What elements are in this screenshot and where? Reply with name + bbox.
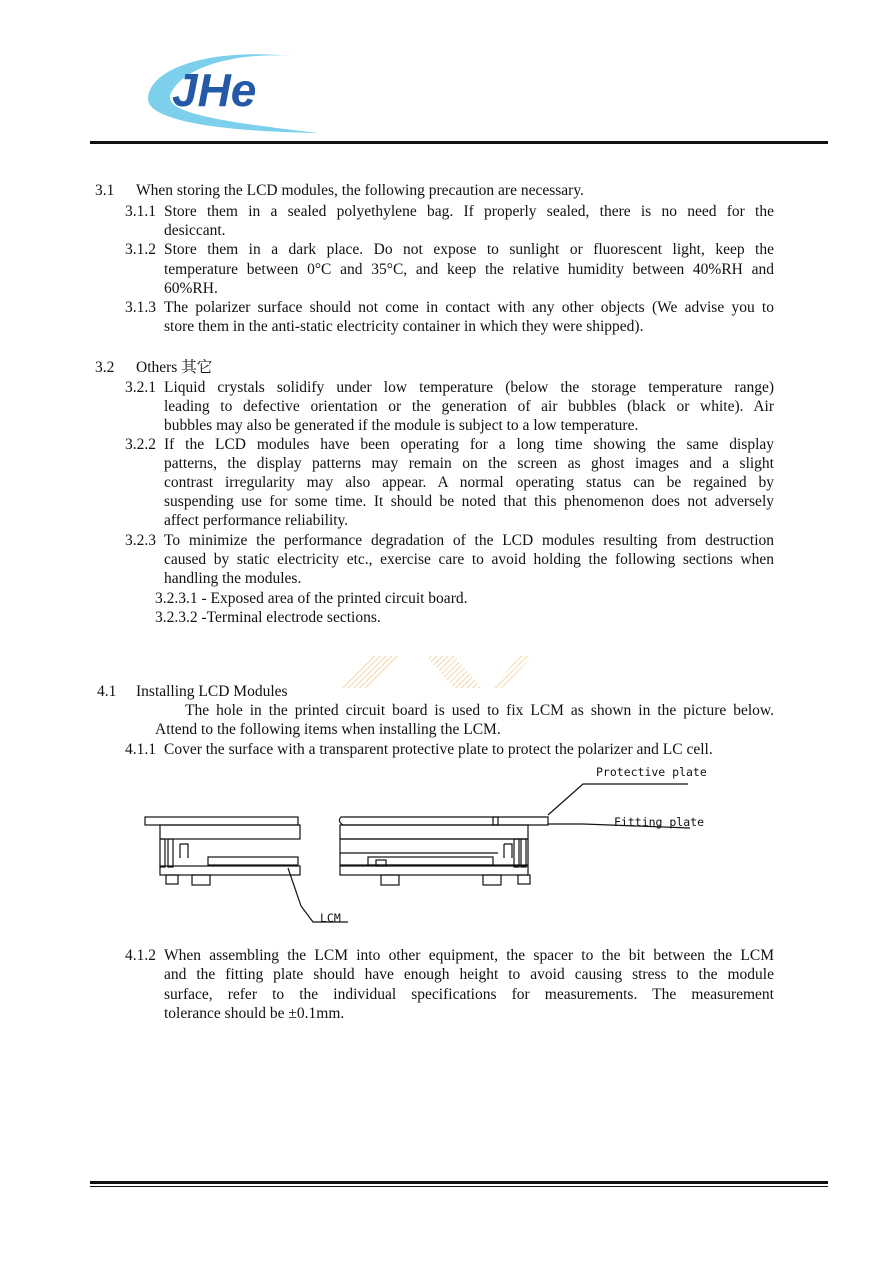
subitem-3-2-3-2: 3.2.3.2 -Terminal electrode sections.: [155, 609, 381, 626]
item-3-2-2-line: affect performance reliability.: [164, 512, 349, 529]
section-3-2-number: 3.2: [95, 359, 115, 376]
subitem-3-2-3-1: 3.2.3.1 - Exposed area of the printed circuit board.: [155, 590, 468, 607]
logo-text: JHe: [172, 64, 257, 116]
item-4-1-1-number: 4.1.1: [125, 741, 156, 758]
item-4-1-2-line: surface, refer to the individual specifications for measurements. The measurement: [164, 986, 774, 1003]
item-3-1-2-line: temperature between 0°C and 35°C, and keep the relative humidity between 40%RH and: [164, 261, 774, 278]
label-protective-plate: Protective plate: [596, 765, 707, 779]
item-3-1-3-line: The polarizer surface should not come in contact with any other objects (We advise you to: [164, 299, 774, 316]
item-3-1-3-number: 3.1.3: [125, 299, 156, 316]
header-rule: [90, 141, 828, 144]
footer-rule: [90, 1181, 828, 1184]
item-3-1-1-line: Store them in a sealed polyethylene bag. If properly sealed, there is no need for the: [164, 203, 774, 220]
label-fitting-plate: Fitting plate: [614, 815, 705, 829]
item-3-2-2-line: suspending use for some time. It should be noted that this phenomenon does not adversely: [164, 493, 774, 510]
label-lcm: LCM: [320, 911, 341, 925]
item-3-2-2-line: If the LCD modules have been operating for a long time showing the same display: [164, 436, 774, 453]
item-3-2-1-line: leading to defective orientation or the generation of air bubbles (black or white). Air: [164, 398, 774, 415]
item-3-2-1-line: bubbles may also be generated if the module is subject to a low temperature.: [164, 417, 639, 434]
item-3-2-2-line: contrast irregularity may also appear. A normal operating status can be regained by: [164, 474, 774, 491]
item-3-1-3-line: store them in the anti-static electricity container in which they were shipped).: [164, 318, 644, 335]
watermark-graphic: [342, 654, 532, 688]
item-3-2-1-number: 3.2.1: [125, 379, 156, 396]
lcm-installation-diagram: [138, 758, 698, 936]
section-4-1-number: 4.1: [97, 683, 117, 700]
item-3-1-1-number: 3.1.1: [125, 203, 156, 220]
item-3-2-3-line: handling the modules.: [164, 570, 302, 587]
item-3-1-1-line: desiccant.: [164, 222, 226, 239]
section-4-1-intro: Attend to the following items when installing the LCM.: [155, 721, 501, 738]
item-4-1-2-line: When assembling the LCM into other equipment, the spacer to the bit between the LCM: [164, 947, 774, 964]
section-4-1-intro: The hole in the printed circuit board is used to fix LCM as shown in the picture below.: [185, 702, 774, 719]
item-3-2-3-number: 3.2.3: [125, 532, 156, 549]
company-logo: [140, 48, 330, 138]
item-4-1-2-line: and the fitting plate should have enough height to avoid causing stress to the module: [164, 966, 774, 983]
item-3-2-3-line: To minimize the performance degradation of the LCD modules resulting from destruction: [164, 532, 774, 549]
item-3-1-2-number: 3.1.2: [125, 241, 156, 258]
footer-rule-thin: [90, 1186, 828, 1187]
item-4-1-2-line: tolerance should be ±0.1mm.: [164, 1005, 345, 1022]
item-3-2-3-line: caused by static electricity etc., exercise care to avoid holding the following sections when: [164, 551, 774, 568]
item-3-2-1-line: Liquid crystals solidify under low temperature (below the storage temperature range): [164, 379, 774, 396]
item-3-2-2-line: patterns, the display patterns may remain on the screen as ghost images and a slight: [164, 455, 774, 472]
item-3-1-2-line: 60%RH.: [164, 280, 218, 297]
item-3-2-2-number: 3.2.2: [125, 436, 156, 453]
item-4-1-1-text: Cover the surface with a transparent protective plate to protect the polarizer and LC cell.: [164, 741, 713, 758]
section-3-1-heading: When storing the LCD modules, the following precaution are necessary.: [136, 182, 584, 199]
section-3-1-number: 3.1: [95, 182, 115, 199]
item-3-1-2-line: Store them in a dark place. Do not expose to sunlight or fluorescent light, keep the: [164, 241, 774, 258]
section-3-2-heading: Others 其它: [136, 359, 213, 376]
section-4-1-heading: Installing LCD Modules: [136, 683, 288, 700]
item-4-1-2-number: 4.1.2: [125, 947, 156, 964]
